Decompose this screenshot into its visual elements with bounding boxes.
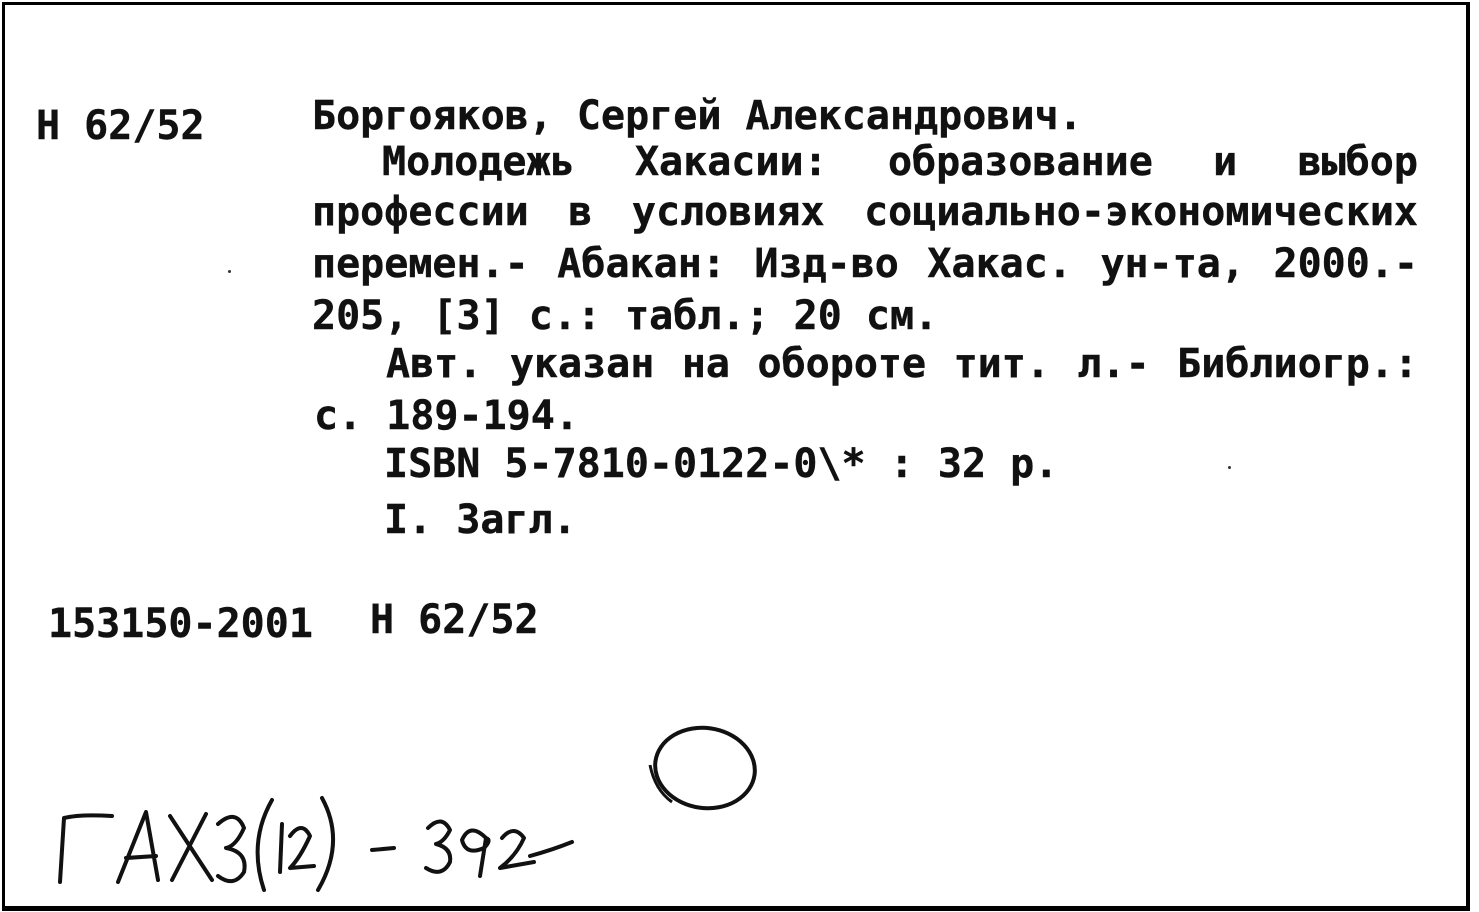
imprint-word: перемен.- <box>312 241 529 287</box>
note-word: на <box>681 341 730 387</box>
author-heading: Боргояков, Сергей Александрович. <box>312 93 1083 139</box>
note-word: тит. <box>953 341 1050 387</box>
title-word: выбор <box>1297 139 1418 185</box>
title-word: образование <box>887 139 1153 185</box>
title-word: условиях <box>631 189 825 235</box>
shelfmark-bottom: Н 62/52 <box>370 597 539 643</box>
note-word: Библиогр.: <box>1177 341 1418 387</box>
note-word: указан <box>509 341 655 387</box>
title-word: в <box>568 189 593 235</box>
accession-number: 153150-2001 <box>48 601 313 647</box>
note-line-2: с. 189-194. <box>314 393 579 439</box>
title-word: Хакасии: <box>634 139 828 185</box>
punch-hole <box>650 721 760 814</box>
imprint-word: 2000.- <box>1273 241 1418 287</box>
imprint-word: Хакас. <box>927 241 1072 287</box>
heading-title: I. Загл. <box>384 497 577 543</box>
imprint-word: ун-та, <box>1100 241 1245 287</box>
title-word: социально-экономических <box>864 189 1418 235</box>
note-word: л.- <box>1077 341 1150 387</box>
isbn-line: ISBN 5-7810-0122-0\* : 32 р. <box>384 441 1059 487</box>
imprint-word: Изд-во <box>754 241 899 287</box>
handwritten-code <box>60 798 572 890</box>
imprint-word: Абакан: <box>557 241 726 287</box>
note-word: Авт. <box>386 341 483 387</box>
physical-description: 205, [3] с.: табл.; 20 см. <box>312 293 939 339</box>
title-word: Молодежь <box>382 139 575 185</box>
title-word: и <box>1213 139 1238 185</box>
shelfmark: Н 62/52 <box>36 103 205 149</box>
note-word: обороте <box>757 341 927 387</box>
title-word: профессии <box>312 189 529 235</box>
